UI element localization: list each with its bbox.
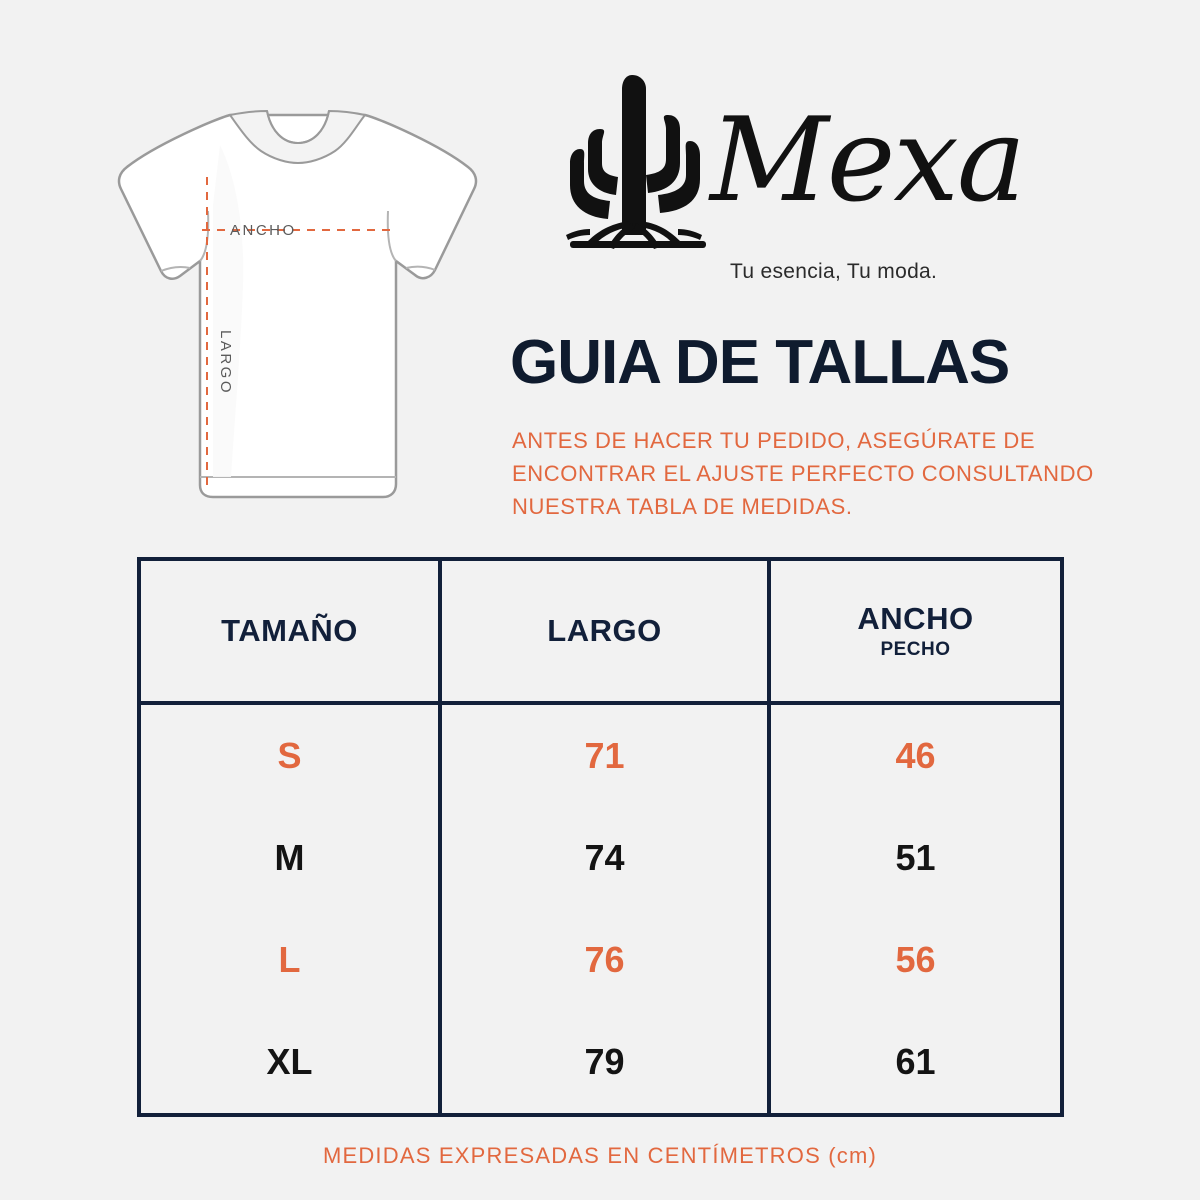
page-title: GUIA DE TALLAS — [510, 328, 1010, 397]
table-row — [141, 909, 1060, 1011]
table-body — [141, 705, 1060, 1113]
table-row — [141, 1011, 1060, 1113]
cell-size: M — [141, 807, 442, 909]
cell-largo: 74 — [442, 807, 771, 909]
cactus-icon — [560, 45, 730, 275]
cell-largo: 76 — [442, 909, 771, 1011]
length-dimension-label: LARGO — [217, 330, 234, 396]
header-label: ANCHO — [857, 601, 974, 636]
table-header-row — [141, 561, 1060, 705]
table-header-length — [442, 561, 771, 701]
table-row — [141, 705, 1060, 807]
table-row — [141, 807, 1060, 909]
header-sublabel: PECHO — [880, 639, 951, 660]
header-label: TAMAÑO — [221, 613, 358, 648]
cell-ancho: 46 — [895, 735, 936, 776]
tshirt-illustration — [95, 85, 495, 525]
header-label: LARGO — [547, 613, 662, 648]
header-section — [0, 0, 1200, 545]
cell-ancho: 56 — [895, 939, 936, 980]
cell-size: S — [141, 705, 442, 807]
brand-tagline: Tu esencia, Tu moda. — [730, 260, 938, 283]
size-table — [137, 557, 1064, 1117]
table-header-size — [141, 561, 442, 701]
cell-size: L — [141, 909, 442, 1011]
page-subtitle: ANTES DE HACER TU PEDIDO, ASEGÚRATE DE ENCONTRAR EL AJUSTE PERFECTO CONSULTANDO NUESTRA TABLA DE MEDIDAS. — [512, 428, 1094, 519]
cell-size: XL — [141, 1011, 442, 1113]
brand-name: Mexa — [710, 93, 1025, 228]
width-dimension-label: ANCHO — [230, 222, 297, 239]
brand-block — [560, 45, 1160, 300]
tshirt-icon — [95, 85, 495, 525]
cell-largo: 71 — [442, 705, 771, 807]
units-footnote: MEDIDAS EXPRESADAS EN CENTÍMETROS (cm) — [322, 1143, 878, 1168]
cell-ancho: 61 — [895, 1041, 936, 1082]
table-header-width — [771, 561, 1060, 701]
cell-ancho: 51 — [895, 837, 936, 878]
cell-largo: 79 — [442, 1011, 771, 1113]
